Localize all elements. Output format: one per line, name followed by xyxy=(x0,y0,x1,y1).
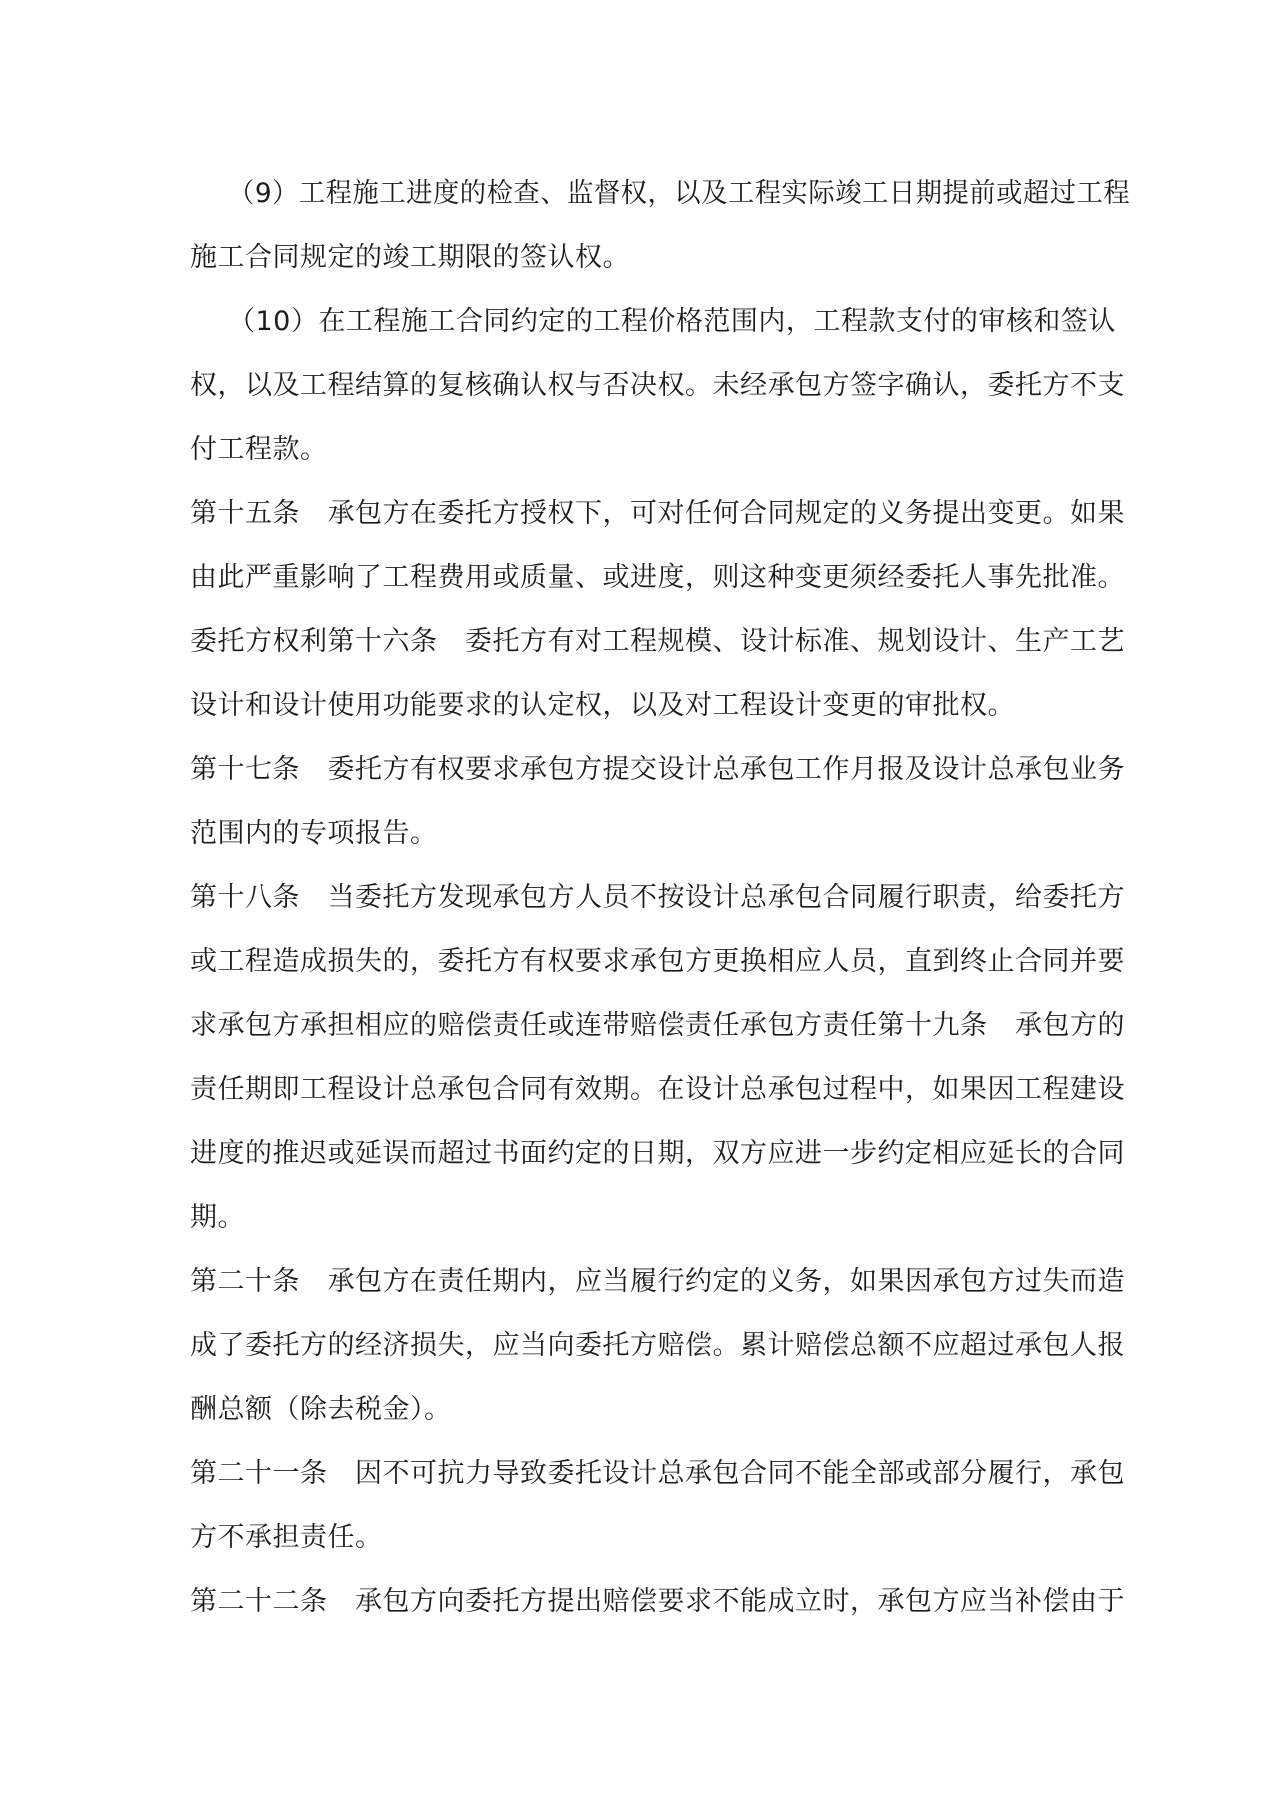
text-line: 期。 xyxy=(190,1202,245,1233)
text-line: 酬总额（除去税金）。 xyxy=(190,1394,452,1425)
text-line: 第十八条 当委托方发现承包方人员不按设计总承包合同履行职责，给委托方 xyxy=(190,882,1125,913)
text-line: 进度的推迟或延误而超过书面约定的日期，双方应进一步约定相应延长的合同 xyxy=(190,1138,1125,1169)
text-line: 范围内的专项报告。 xyxy=(190,818,438,849)
text-line: （10）在工程施工合同约定的工程价格范围内，工程款支付的审核和签认 xyxy=(228,306,1116,337)
text-line: 或工程造成损失的，委托方有权要求承包方更换相应人员，直到终止合同并要 xyxy=(190,946,1125,977)
text-line: 设计和设计使用功能要求的认定权，以及对工程设计变更的审批权。 xyxy=(190,690,1015,721)
text-line: 第二十条 承包方在责任期内，应当履行约定的义务，如果因承包方过失而造 xyxy=(190,1266,1125,1297)
text-line: 第十五条 承包方在委托方授权下，可对任何合同规定的义务提出变更。如果 xyxy=(190,498,1125,529)
text-line: 第十七条 委托方有权要求承包方提交设计总承包工作月报及设计总承包业务 xyxy=(190,754,1125,785)
text-line: 第二十二条 承包方向委托方提出赔偿要求不能成立时，承包方应当补偿由于 xyxy=(190,1586,1125,1617)
text-line: 第二十一条 因不可抗力导致委托设计总承包合同不能全部或部分履行，承包 xyxy=(190,1458,1125,1489)
text-line: （9）工程施工进度的检查、监督权，以及工程实际竣工日期提前或超过工程 xyxy=(228,178,1131,209)
text-line: 委托方权利第十六条 委托方有对工程规模、设计标准、规划设计、生产工艺 xyxy=(190,626,1125,657)
text-line: 责任期即工程设计总承包合同有效期。在设计总承包过程中，如果因工程建设 xyxy=(190,1074,1125,1105)
text-line: 由此严重影响了工程费用或质量、或进度，则这种变更须经委托人事先批准。 xyxy=(190,562,1125,593)
text-line: 成了委托方的经济损失，应当向委托方赔偿。累计赔偿总额不应超过承包人报 xyxy=(190,1330,1125,1361)
text-line: 求承包方承担相应的赔偿责任或连带赔偿责任承包方责任第十九条 承包方的 xyxy=(190,1010,1125,1041)
text-line: 方不承担责任。 xyxy=(190,1522,383,1553)
text-line: 施工合同规定的竣工期限的签认权。 xyxy=(190,242,630,273)
text-line: 权，以及工程结算的复核确认权与否决权。未经承包方签字确认，委托方不支 xyxy=(190,370,1125,401)
text-line: 付工程款。 xyxy=(190,434,328,465)
